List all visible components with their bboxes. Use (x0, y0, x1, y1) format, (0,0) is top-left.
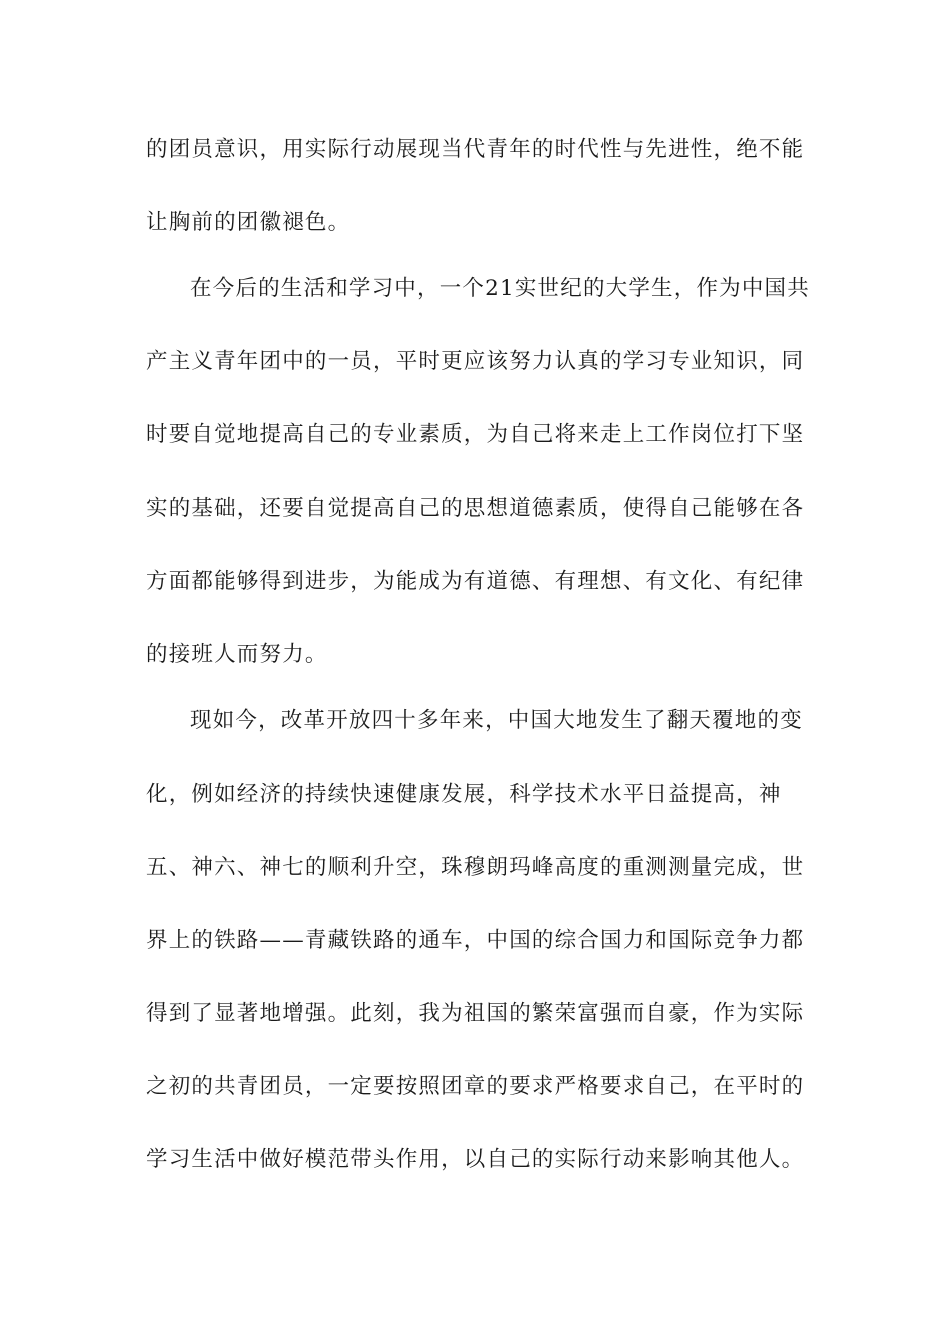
text-line: 化，例如经济的持续快速健康发展，科学技术水平日益提高，神 (146, 782, 782, 807)
text-line: 方面都能够得到进步，为能成为有道德、有理想、有文化、有纪律 (146, 569, 805, 594)
text-line: 学习生活中做好模范带头作用，以自己的实际行动来影响其他人。 (146, 1147, 805, 1172)
text-line: 得到了显著地增强。此刻，我为祖国的繁荣富强而自豪，作为实际 (146, 1001, 805, 1026)
text-line: 时要自觉地提高自己的专业素质，为自己将来走上工作岗位打下坚 (146, 422, 805, 447)
paragraph-start-line: 现如今，改革开放四十多年来，中国大地发生了翻天覆地的变 (190, 708, 803, 733)
text-line: 产主义青年团中的一员，平时更应该努力认真的学习专业知识，同 (146, 349, 805, 374)
text-line: 之初的共青团员，一定要按照团章的要求严格要求自己，在平时的 (146, 1074, 805, 1099)
text-line: 的团员意识，用实际行动展现当代青年的时代性与先进性，绝不能 (146, 137, 805, 162)
text-line: 的接班人而努力。 (146, 642, 328, 667)
paragraph-start-line: 在今后的生活和学习中，一个21实世纪的大学生，作为中国共 (190, 276, 810, 301)
text-line: 实的基础，还要自觉提高自己的思想道德素质，使得自己能够在各 (146, 496, 805, 521)
text-line: 让胸前的团徽褪色。 (146, 210, 351, 235)
text-line: 五、神六、神七的顺利升空，珠穆朗玛峰高度的重测测量完成，世 (146, 855, 805, 880)
text-line: 界上的铁路——青藏铁路的通车，中国的综合国力和国际竞争力都 (146, 928, 805, 953)
